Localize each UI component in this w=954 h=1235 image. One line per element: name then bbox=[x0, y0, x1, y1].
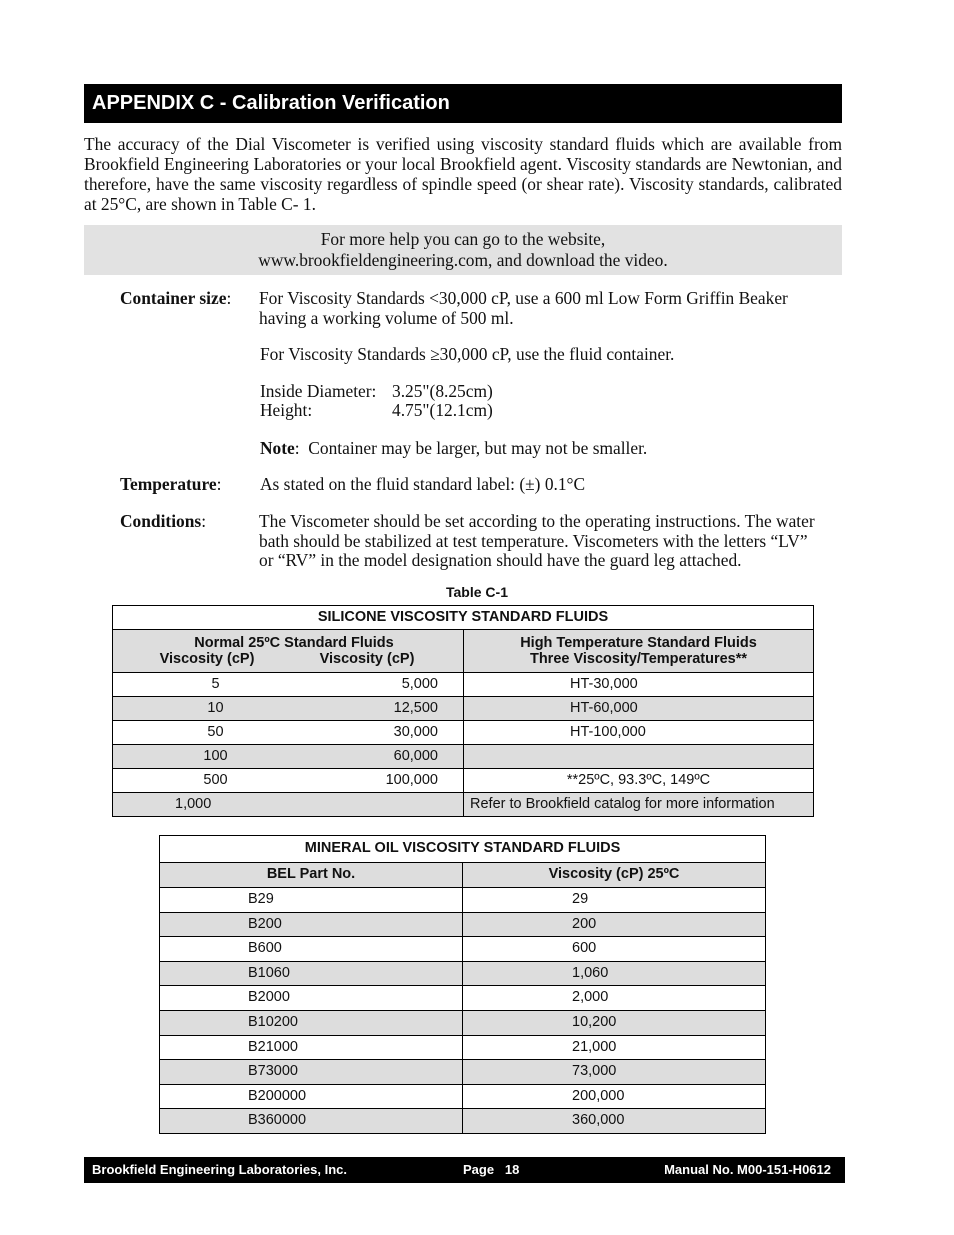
mineral-col2-header: Viscosity (cP) 25ºC bbox=[463, 863, 766, 888]
table-cell: **25ºC, 93.3ºC, 149ºC bbox=[464, 769, 814, 793]
table-row: B2000 bbox=[160, 986, 463, 1011]
table-cell: 73,000 bbox=[463, 1060, 766, 1085]
table-cell: 1,060 bbox=[463, 961, 766, 986]
table-row: B360000 bbox=[160, 1109, 463, 1134]
left-col1-header: Viscosity (cP) bbox=[159, 651, 255, 667]
conditions-line3: or “RV” in the model designation should have the guard leg attached. bbox=[259, 550, 742, 570]
table-cell: HT-30,000 bbox=[464, 673, 814, 697]
mineral-col1-header: BEL Part No. bbox=[160, 863, 463, 888]
table-row: B200 bbox=[160, 912, 463, 937]
container-p1-line2: having a working volume of 500 ml. bbox=[259, 308, 514, 328]
mineral-title: MINERAL OIL VISCOSITY STANDARD FLUIDS bbox=[160, 836, 766, 863]
table-row: B200000 bbox=[160, 1084, 463, 1109]
table-cell: 200,000 bbox=[463, 1084, 766, 1109]
table-row: 500 100,000 bbox=[113, 769, 464, 793]
table-cell: 600 bbox=[463, 937, 766, 962]
table-row: 100 60,000 bbox=[113, 745, 464, 769]
footer-page-number: Page 18 bbox=[463, 1162, 520, 1177]
left-header-title: Normal 25ºC Standard Fluids bbox=[194, 635, 394, 651]
table-row: B1060 bbox=[160, 961, 463, 986]
right-header-line1: High Temperature Standard Fluids bbox=[520, 635, 757, 651]
table-cell: 21,000 bbox=[463, 1035, 766, 1060]
help-line-2: www.brookfieldengineering.com, and download the video. bbox=[258, 249, 668, 270]
help-line-1: For more help you can go to the website, bbox=[320, 229, 606, 249]
table-cell: Refer to Brookfield catalog for more information bbox=[464, 793, 814, 817]
height-value: 4.75"(12.1cm) bbox=[392, 400, 493, 420]
conditions-line1: The Viscometer should be set according to the operating instructions. The water bbox=[259, 511, 815, 531]
table-row: B10200 bbox=[160, 1010, 463, 1035]
table-cell: HT-100,000 bbox=[464, 721, 814, 745]
container-p2: For Viscosity Standards ≥30,000 cP, use the fluid container. bbox=[260, 344, 675, 364]
table-row: 10 12,500 bbox=[113, 697, 464, 721]
table-row: B21000 bbox=[160, 1035, 463, 1060]
conditions-line2: bath should be stabilized at test temperature. Viscometers with the letters “LV” bbox=[259, 531, 808, 551]
table-row: B600 bbox=[160, 937, 463, 962]
table-row: 50 30,000 bbox=[113, 721, 464, 745]
footer-manual-number: Manual No. M00-151-H0612 bbox=[664, 1162, 831, 1177]
table-cell: 200 bbox=[463, 912, 766, 937]
table-cell: 2,000 bbox=[463, 986, 766, 1011]
temperature-text: As stated on the fluid standard label: (±) 0.1°C bbox=[260, 474, 586, 494]
table-cell: 10,200 bbox=[463, 1010, 766, 1035]
mineral-table bbox=[159, 835, 766, 1134]
container-note: Note: Container may be larger, but may not be smaller. bbox=[260, 438, 648, 458]
table-row: 5 5,000 bbox=[113, 673, 464, 697]
table-row: B29 bbox=[160, 888, 463, 913]
container-size-label: Container size: bbox=[120, 288, 232, 308]
silicone-right-header bbox=[464, 630, 814, 673]
table-caption: Table C-1 bbox=[446, 584, 508, 600]
help-box bbox=[84, 225, 842, 275]
left-col2-header: Viscosity (cP) bbox=[319, 651, 415, 667]
table-cell: HT-60,000 bbox=[464, 697, 814, 721]
diameter-value: 3.25"(8.25cm) bbox=[392, 381, 493, 401]
table-cell: 29 bbox=[463, 888, 766, 913]
silicone-left-header bbox=[113, 630, 464, 673]
diameter-label: Inside Diameter: bbox=[260, 381, 377, 401]
silicone-title: SILICONE VISCOSITY STANDARD FLUIDS bbox=[113, 606, 814, 630]
appendix-title: APPENDIX C - Calibration Verification bbox=[84, 84, 842, 123]
conditions-label: Conditions: bbox=[120, 511, 207, 531]
page-footer bbox=[84, 1157, 845, 1183]
table-cell bbox=[464, 745, 814, 769]
silicone-table bbox=[112, 605, 814, 817]
footer-company: Brookfield Engineering Laboratories, Inc. bbox=[92, 1162, 347, 1177]
intro-paragraph: The accuracy of the Dial Viscometer is verified using viscosity standard fluids which are available from Brookfield Engineering Laboratories or your local Brookfield agent. Viscosity standards are Newtonian, and therefore, have the same viscosity regardless of spindle speed (or shear rate). Viscosity standards, calibrated at 25°C, are shown in Table C- 1. bbox=[84, 134, 842, 214]
table-row: B73000 bbox=[160, 1060, 463, 1085]
temperature-label: Temperature: bbox=[120, 474, 222, 494]
right-header-line2: Three Viscosity/Temperatures** bbox=[529, 651, 748, 667]
table-cell: 360,000 bbox=[463, 1109, 766, 1134]
table-row: 1,000 bbox=[113, 793, 464, 817]
height-label: Height: bbox=[260, 400, 313, 420]
container-p1-line1: For Viscosity Standards <30,000 cP, use a 600 ml Low Form Griffin Beaker bbox=[259, 288, 788, 308]
